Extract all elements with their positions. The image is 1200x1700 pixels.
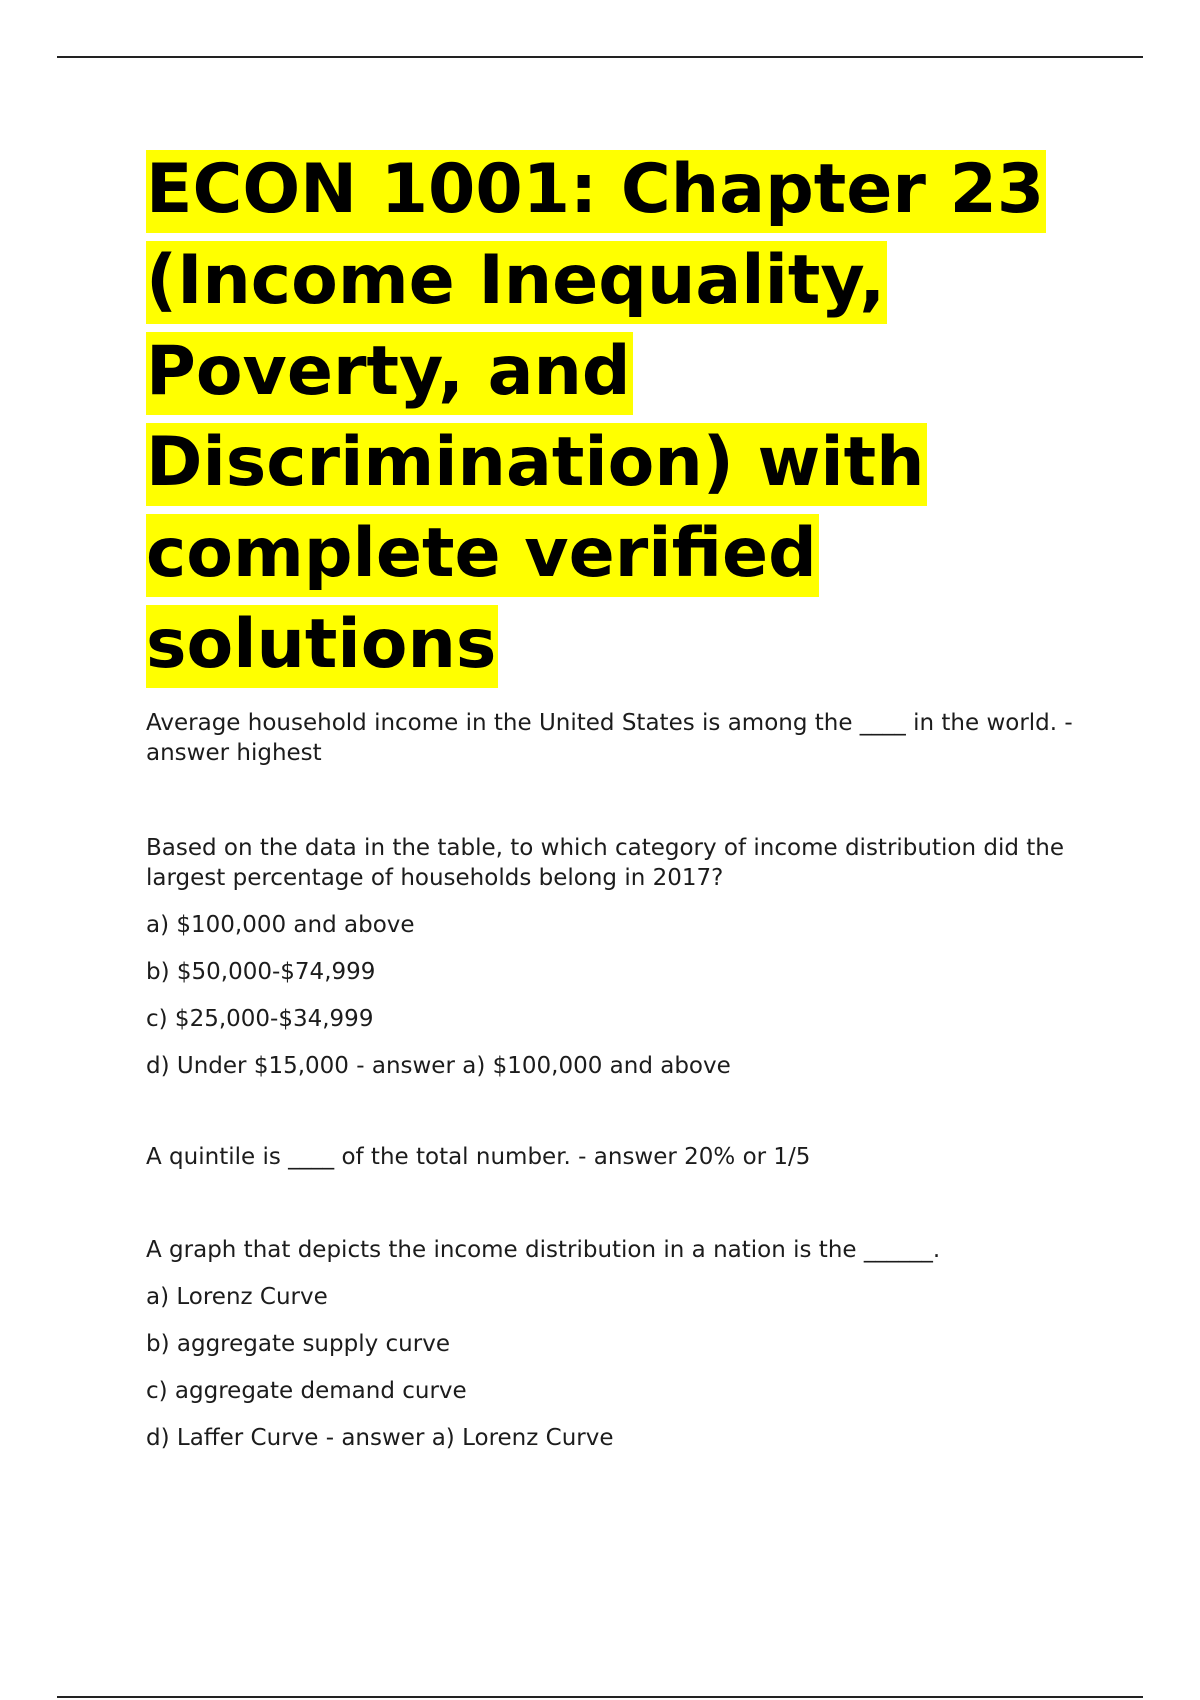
document-title [146,144,1106,690]
question-1 [146,708,1076,768]
bottom-rule [57,1696,1143,1698]
option-c: c) $25,000-$34,999 [146,1006,374,1032]
option-d: d) Under $15,000 - answer a) $100,000 and above [146,1053,731,1079]
question-text: Average household income in the United States is among the ____ in the world. - answer highest [146,710,1073,766]
question-3 [146,1142,1076,1172]
top-rule [57,56,1143,58]
question-2 [146,833,1076,1081]
option-b: b) $50,000-$74,999 [146,959,376,985]
option-d: d) Laffer Curve - answer a) Lorenz Curve [146,1425,614,1451]
option-b: b) aggregate supply curve [146,1331,450,1357]
question-text: A quintile is ____ of the total number. - answer 20% or 1/5 [146,1144,811,1170]
option-c: c) aggregate demand curve [146,1378,467,1404]
question-text: A graph that depicts the income distribution in a nation is the ______. [146,1237,941,1263]
question-text: Based on the data in the table, to which category of income distribution did the largest percentage of households belong in 2017? [146,835,1064,891]
question-4 [146,1235,1076,1453]
option-a: a) $100,000 and above [146,912,415,938]
title-highlight: ECON 1001: Chapter 23 (Income Inequality, Poverty, and Discrimination) with complete verified solutions [146,150,1046,688]
option-a: a) Lorenz Curve [146,1284,328,1310]
